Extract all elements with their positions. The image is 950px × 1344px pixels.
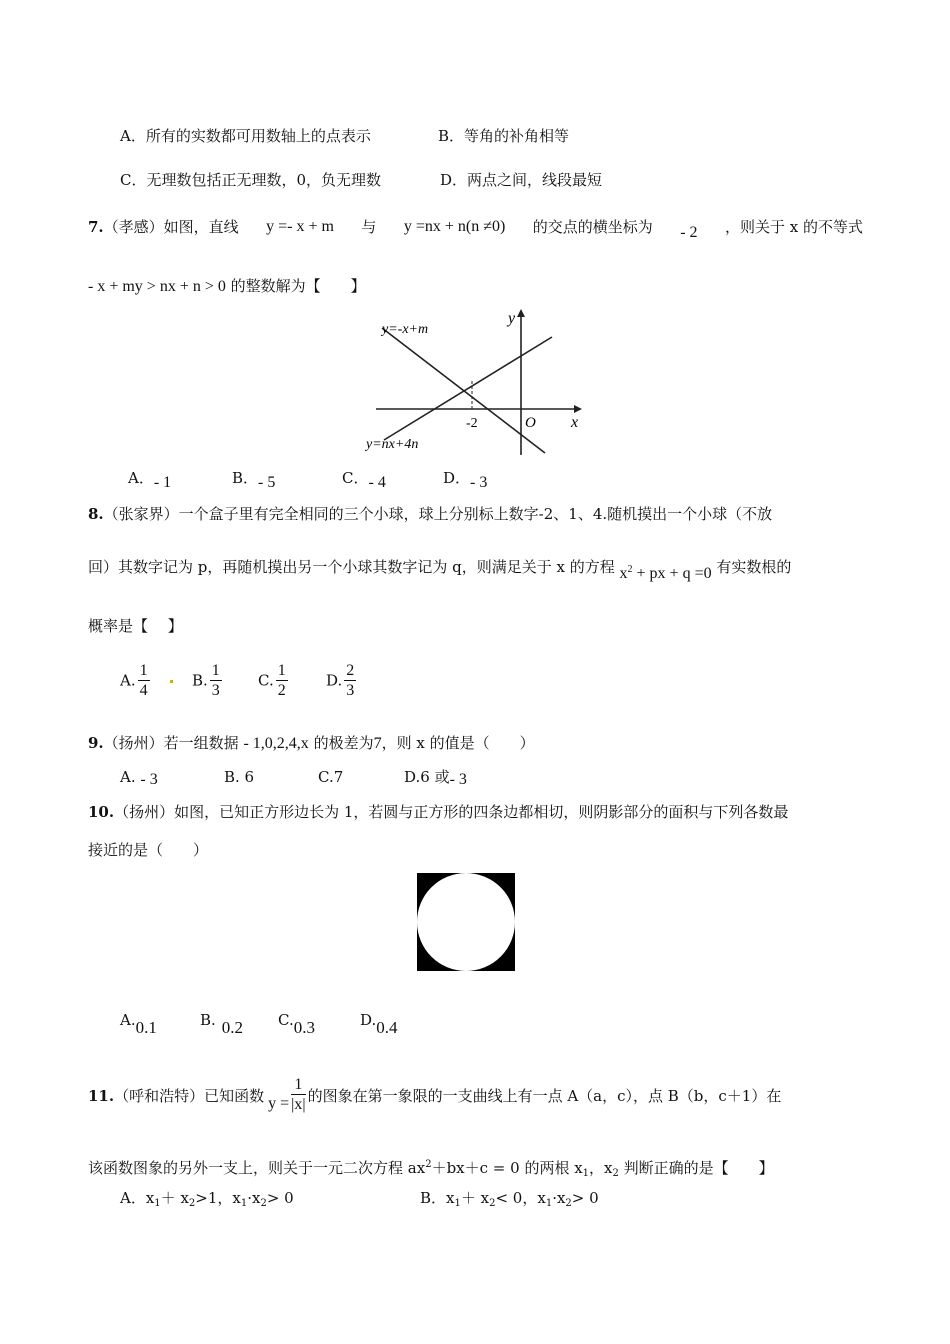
q7-option-b-value: - 5 <box>258 474 276 491</box>
y-axis-arrow-icon <box>517 309 525 317</box>
q7-option-b <box>232 468 275 489</box>
q9-option-d-text: D.6 或 <box>404 768 450 786</box>
q7-option-c-value: - 4 <box>368 474 386 491</box>
q9-option-c: C.7 <box>318 768 344 786</box>
q9-option-d-value: - 3 <box>449 771 467 788</box>
q10-option-d-value: 0.4 <box>376 1018 398 1037</box>
q8-option-c <box>258 662 290 701</box>
q8-text-2-end: 有实数根的 <box>716 558 792 576</box>
q11-option-a: A．$x_1+ x_2>1$，$x_1\cdot x_2> 0$ <box>120 1189 294 1209</box>
q11-number: 11. <box>88 1086 115 1105</box>
q11-function-fraction: $\frac{1}{|x|}$ <box>291 1076 306 1113</box>
q10-option-b <box>200 1010 244 1037</box>
q7-number: 7. <box>88 218 104 236</box>
q8-equation: $x^2$ + px + q =0 <box>619 564 712 582</box>
q10-option-d-letter: D. <box>360 1011 377 1029</box>
q9-option-a-value: - 3 <box>140 771 158 788</box>
q10-option-b-letter: B. <box>200 1011 216 1029</box>
q11-stem-line1 <box>88 1076 781 1115</box>
q8-option-d <box>326 662 358 701</box>
q8-option-a-fraction: $\frac{1}{4}$ <box>139 662 148 699</box>
q7-stem-line2 <box>88 276 366 297</box>
q10-option-a-value: 0.1 <box>135 1018 157 1037</box>
q7-stem-line1 <box>88 217 863 241</box>
q8-option-c-fraction: $\frac{1}{2}$ <box>277 662 286 699</box>
q7-graph <box>362 305 592 460</box>
q8-option-d-letter: D. <box>326 671 343 690</box>
q7-equation-1: y =- x + m <box>266 218 334 235</box>
q11-text-pre: （呼和浩特）已知函数 <box>114 1087 265 1105</box>
q10-stem-line1 <box>88 802 788 822</box>
label-tick-neg2: -2 <box>466 416 478 431</box>
q8-option-b-fraction: $\frac{1}{3}$ <box>211 662 220 699</box>
q9-text-end: ，则 x 的值是（ ） <box>381 734 535 752</box>
q7-option-a-value: - 1 <box>153 474 172 491</box>
q9-option-b: B. 6 <box>224 768 255 786</box>
q7-intersection-x: - 2 <box>680 224 698 241</box>
q7-option-d-value: - 3 <box>470 474 488 491</box>
q10-text-1: （扬州）如图，已知正方形边长为 1，若圆与正方形的四条边都相切，则阴影部分的面积与下列各数最 <box>114 803 789 821</box>
q7-option-b-letter: B． <box>232 469 259 487</box>
label-origin: O <box>525 415 536 431</box>
q7-option-a-letter: A． <box>128 469 154 487</box>
q11-y-equals: y = <box>268 1094 290 1112</box>
q8-option-c-letter: C. <box>258 671 274 690</box>
label-x-axis: x <box>571 414 579 431</box>
q8-option-b <box>192 662 224 701</box>
q7-connector-2: 的交点的横坐标为 <box>532 218 653 236</box>
q8-option-b-letter: B. <box>192 671 208 690</box>
q11-text-post: 的图象在第一象限的一支曲线上有一点 A（a，c），点 B（b，c＋1）在 <box>307 1087 782 1105</box>
q9-range-value: 7 <box>373 735 382 752</box>
q7-stem-end: ，则关于 x 的不等式 <box>724 218 863 236</box>
q6-option-d: D．两点之间，线段最短 <box>440 171 603 189</box>
q8-option-a-letter: A. <box>120 671 136 690</box>
label-line-2: y=nx+4n <box>366 437 419 452</box>
q10-option-b-value: 0.2 <box>221 1018 244 1037</box>
q10-option-d <box>360 1010 398 1037</box>
inscribed-circle <box>417 873 515 971</box>
q9-option-a-letter: A. <box>120 768 136 786</box>
q10-number: 10. <box>88 803 115 821</box>
q9-option-a <box>120 767 158 788</box>
q7-option-d-letter: D． <box>443 469 471 487</box>
q8-stem-line1 <box>88 504 772 524</box>
q10-option-a <box>120 1010 157 1037</box>
label-line-1: y=-x+m <box>382 322 429 337</box>
q8-option-a <box>120 662 173 701</box>
q10-figure <box>416 872 518 974</box>
q7-equation-2: y =nx + n(n ≠0) <box>403 218 506 235</box>
q9-option-d <box>404 767 467 788</box>
q9-text-pre: （扬州）若一组数据 <box>103 734 239 752</box>
q9-number: 9. <box>88 734 104 752</box>
q7-source: （孝感）如图，直线 <box>103 218 239 236</box>
q11-option-b: B．$x_1+ x_2< 0$，$x_1\cdot x_2> 0$ <box>420 1189 599 1209</box>
q10-option-c-value: 0.3 <box>293 1018 315 1037</box>
q7-option-c <box>342 468 386 489</box>
q8-text-3: 概率是【 】 <box>88 617 183 635</box>
q8-stem-line2 <box>88 554 792 582</box>
q6-option-a: A．所有的实数都可用数轴上的点表示 <box>120 127 371 145</box>
q9-text-mid: 的极差为 <box>313 734 374 752</box>
q9-data-set: - 1,0,2,4,x <box>243 735 309 752</box>
q7-stem-tail: 的整数解为【 】 <box>230 277 366 295</box>
q8-text-1: （张家界）一个盒子里有完全相同的三个小球，球上分别标上数字-2、1、4.随机摸出一个小球（不放 <box>103 505 773 523</box>
q11-stem-line2: 该函数图象的另外一支上，则关于一元二次方程 $ax^2+bx+c = 0$ 的两根 $x_1$，$x_2$ 判断正确的是【 】 <box>88 1159 774 1179</box>
q8-option-d-fraction: $\frac{2}{3}$ <box>346 662 355 699</box>
q7-inequality: - x + my > nx + n > 0 <box>88 278 226 295</box>
x-axis-arrow-icon <box>574 405 582 413</box>
q8-stem-line3 <box>88 616 183 636</box>
q10-option-a-letter: A. <box>120 1011 136 1029</box>
q6-option-b: B．等角的补角相等 <box>438 127 570 145</box>
q7-option-c-letter: C． <box>342 469 369 487</box>
q7-option-d <box>443 468 487 489</box>
stray-dot <box>170 680 173 683</box>
q10-option-c <box>278 1010 315 1037</box>
q8-text-2: 回）其数字记为 p，再随机摸出另一个小球其数字记为 q，则满足关于 x 的方程 <box>88 558 615 576</box>
label-y-axis: y <box>508 310 516 327</box>
q9-stem <box>88 733 535 754</box>
q6-option-c: C．无理数包括正无理数，0，负无理数 <box>120 171 382 189</box>
q10-option-c-letter: C. <box>278 1011 294 1029</box>
q10-stem-line2: 接近的是（ ） <box>88 841 209 859</box>
q8-number: 8. <box>88 505 104 523</box>
q7-option-a <box>128 468 171 489</box>
q7-connector-1: 与 <box>361 218 377 236</box>
